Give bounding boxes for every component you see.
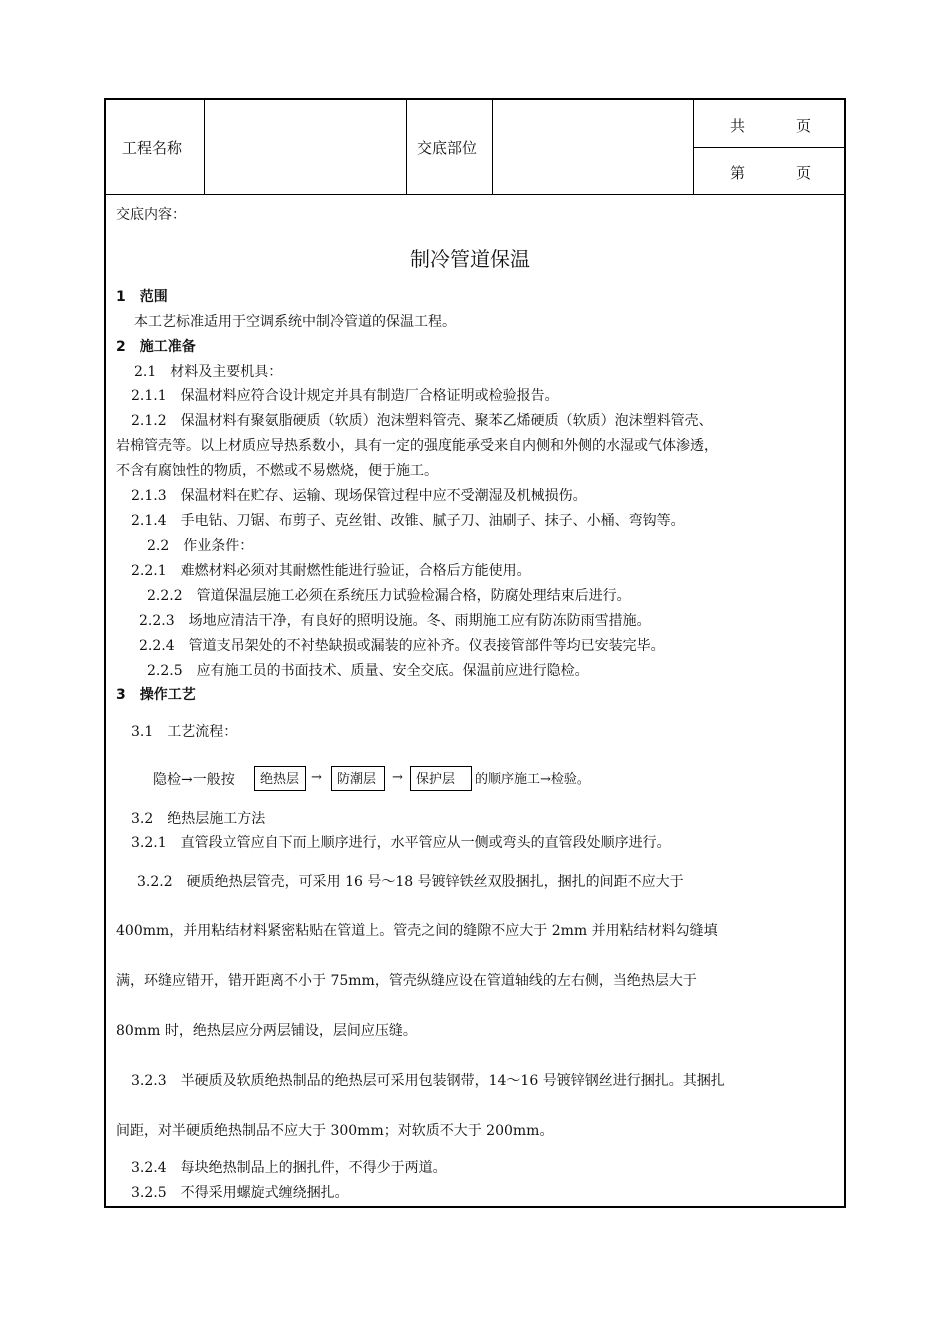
handover-part-label: 交底部位 [417, 139, 478, 157]
flow-prefix: 隐检→一般按 [153, 772, 235, 788]
paragraph-line: 不含有腐蚀性的物质，不燃或不易燃烧，便于施工。 [116, 463, 438, 479]
paragraph-line: 本工艺标准适用于空调系统中制冷管道的保温工程。 [134, 314, 456, 330]
flow-box-insulation: 绝热层 [254, 766, 306, 791]
paragraph-line: 2.1.2 保温材料有聚氨脂硬质（软质）泡沫塑料管壳、聚苯乙烯硬质（软质）泡沫塑料管壳、 [131, 413, 713, 429]
paragraph-line: 2.2 作业条件： [147, 538, 254, 554]
paragraph-line: 400mm，并用粘结材料紧密粘贴在管道上。管壳之间的缝隙不应大于 2mm 并用粘结材料勾缝填 [116, 923, 718, 939]
paragraph-line: 3.2.2 硬质绝热层管壳，可采用 16 号～18 号镀锌铁丝双股捆扎，捆扎的间距不应大于 [137, 874, 684, 890]
handover-part-value-cell [493, 100, 694, 194]
flow-box-protection: 保护层 [410, 766, 472, 791]
section-heading: 2 施工准备 [116, 339, 196, 355]
paragraph-line: 2.2.2 管道保温层施工必须在系统压力试验检漏合格，防腐处理结束后进行。 [147, 588, 631, 604]
flow-box-moisture: 防潮层 [331, 766, 385, 791]
paragraph-line: 2.2.1 难燃材料必须对其耐燃性能进行验证，合格后方能使用。 [131, 563, 531, 579]
paragraph-line: 80mm 时，绝热层应分两层铺设，层间应压缝。 [116, 1023, 417, 1039]
paragraph-line: 2.1 材料及主要机具： [134, 364, 283, 380]
paragraph-line: 2.1.3 保温材料在贮存、运输、现场保管过程中应不受潮湿及机械损伤。 [131, 488, 587, 504]
paragraph-line: 2.2.3 场地应清洁干净，有良好的照明设施。冬、雨期施工应有防冻防雨雪措施。 [139, 613, 651, 629]
project-name-label: 工程名称 [122, 139, 183, 157]
total-pages-label: 共 [730, 117, 746, 135]
paragraph-line: 2.1.4 手电钻、刀锯、布剪子、克丝钳、改锥、腻子刀、油刷子、抹子、小桶、弯钩等。 [131, 513, 685, 529]
page-number-cell [694, 147, 844, 194]
total-pages-unit: 页 [796, 117, 812, 135]
paragraph-line: 3.1 工艺流程： [131, 724, 238, 740]
paragraph-line: 满，环缝应错开，错开距离不小于 75mm，管壳纵缝应设在管道轴线的左右侧，当绝热层大于 [116, 973, 697, 989]
page-number-label: 第 [730, 164, 746, 182]
paragraph-line: 3.2 绝热层施工方法 [131, 811, 266, 827]
page-number-unit: 页 [796, 164, 812, 182]
paragraph-line: 2.1.1 保温材料应符合设计规定并具有制造厂合格证明或检验报告。 [131, 388, 559, 404]
doc-title: 制冷管道保温 [410, 247, 530, 271]
flow-arrow-icon: → [392, 770, 403, 785]
paragraph-line: 3.2.4 每块绝热制品上的捆扎件，不得少于两道。 [131, 1160, 447, 1176]
flow-suffix: 的顺序施工→检验。 [475, 772, 590, 787]
paragraph-line: 2.2.5 应有施工员的书面技术、质量、安全交底。保温前应进行隐检。 [147, 663, 589, 679]
paragraph-line: 3.2.3 半硬质及软质绝热制品的绝热层可采用包装钢带，14～16 号镀锌钢丝进行捆扎。其捆扎 [131, 1073, 725, 1089]
flow-arrow-icon: → [311, 770, 322, 785]
handover-part-label-cell [407, 100, 493, 194]
project-name-label-cell [106, 100, 205, 194]
paragraph-line: 间距，对半硬质绝热制品不应大于 300mm；对软质不大于 200mm。 [116, 1123, 554, 1139]
header-row [106, 100, 844, 195]
project-name-value-cell [205, 100, 407, 194]
paragraph-line: 3.2.5 不得采用螺旋式缠绕捆扎。 [131, 1185, 349, 1201]
section-heading: 1 范围 [116, 289, 168, 305]
content-label: 交底内容： [116, 207, 186, 223]
paragraph-line: 岩棉管壳等。以上材质应导热系数小，具有一定的强度能承受来自内侧和外侧的水湿或气体渗透， [116, 438, 718, 454]
paragraph-line: 2.2.4 管道支吊架处的不衬垫缺损或漏装的应补齐。仪表接管部件等均已安装完毕。 [139, 638, 665, 654]
total-pages-cell [694, 100, 844, 148]
paragraph-line: 3.2.1 直管段立管应自下而上顺序进行，水平管应从一侧或弯头的直管段处顺序进行。 [131, 835, 671, 851]
section-heading: 3 操作工艺 [116, 687, 196, 703]
